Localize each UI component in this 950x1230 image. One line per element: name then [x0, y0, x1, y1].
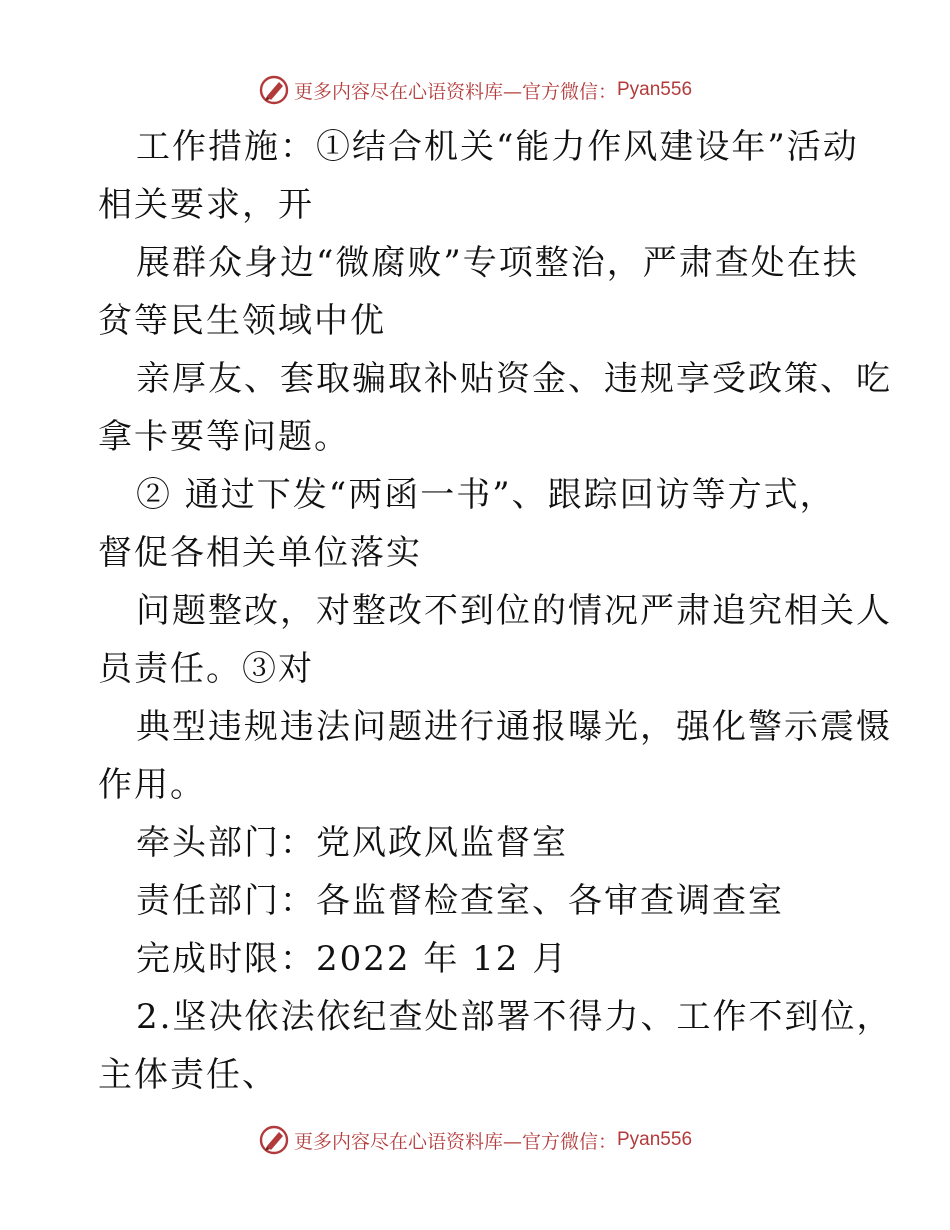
body-line: 2.坚决依法依纪查处部署不得力、工作不到位， — [136, 997, 893, 1037]
footer-watermark-id: Pyan556 — [617, 1129, 693, 1150]
body-line: 贫等民生领域中优 — [98, 301, 386, 341]
pen-logo-icon — [258, 74, 290, 106]
body-line: 亲厚友、套取骗取补贴资金、违规享受政策、吃 — [136, 359, 892, 399]
body-line: 工作措施：①结合机关“能力作风建设年”活动 — [136, 127, 859, 167]
header-watermark-banner — [0, 70, 950, 110]
pen-logo-icon — [258, 1124, 290, 1156]
body-line: 展群众身边“微腐败”专项整治，严肃查处在扶 — [136, 243, 859, 283]
header-watermark-text: 更多内容尽在心语资料库—官方微信： — [293, 80, 617, 103]
body-line: 拿卡要等问题。 — [98, 417, 350, 457]
body-line: ② 通过下发“两函一书”、跟踪回访等方式， — [136, 475, 836, 515]
body-line: 相关要求，开 — [98, 185, 314, 225]
body-line: 员责任。③对 — [98, 649, 314, 689]
document-body — [98, 118, 893, 1104]
body-line: 作用。 — [98, 765, 206, 805]
deadline-line: 完成时限：2022 年 12 月 — [136, 939, 569, 979]
body-line: 典型违规违法问题进行通报曝光，强化警示震慑 — [136, 707, 892, 747]
body-line: 督促各相关单位落实 — [98, 533, 422, 573]
header-watermark-id: Pyan556 — [617, 79, 693, 100]
lead-department-line: 牵头部门：党风政风监督室 — [136, 823, 568, 863]
responsible-department-line: 责任部门：各监督检查室、各审查调查室 — [136, 881, 784, 921]
footer-watermark-banner — [0, 1120, 950, 1160]
body-line: 主体责任、 — [98, 1055, 278, 1095]
footer-watermark-text: 更多内容尽在心语资料库—官方微信： — [293, 1130, 617, 1153]
body-line: 问题整改，对整改不到位的情况严肃追究相关人 — [136, 591, 892, 631]
